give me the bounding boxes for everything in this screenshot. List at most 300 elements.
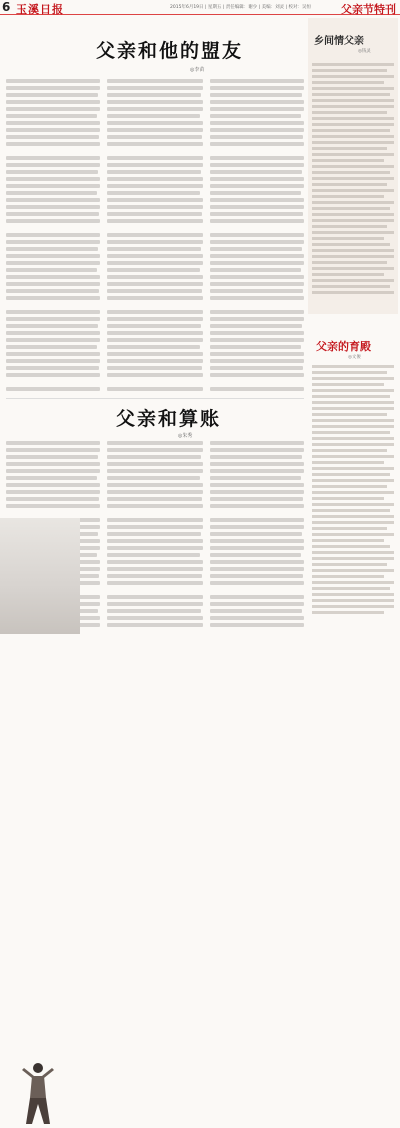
- text-line: [312, 153, 394, 156]
- text-line: [107, 296, 203, 300]
- text-line: [210, 525, 304, 529]
- text-line: [6, 114, 97, 118]
- text-line: [210, 282, 304, 286]
- text-line: [312, 539, 384, 542]
- text-line: [210, 331, 304, 335]
- text-line: [312, 521, 394, 524]
- text-line: [210, 114, 301, 118]
- text-line: [107, 567, 203, 571]
- text-line: [210, 149, 276, 153]
- text-line: [210, 497, 303, 501]
- text-line: [107, 338, 203, 342]
- text-line: [312, 413, 387, 416]
- text-line: [210, 212, 303, 216]
- text-line: [210, 156, 304, 160]
- text-line: [210, 462, 304, 466]
- text-line: [210, 532, 302, 536]
- text-line: [312, 291, 394, 294]
- text-line: [107, 387, 203, 391]
- text-line: [107, 121, 203, 125]
- text-line: [6, 476, 97, 480]
- text-line: [312, 515, 394, 518]
- text-line: [210, 93, 302, 97]
- text-line: [6, 156, 100, 160]
- text-line: [107, 324, 201, 328]
- text-line: [210, 205, 304, 209]
- article-2-byline: ◎朱秀: [178, 433, 193, 439]
- text-line: [107, 114, 200, 118]
- text-line: [312, 569, 394, 572]
- article-divider: [6, 398, 304, 399]
- text-line: [210, 567, 304, 571]
- text-line: [312, 165, 394, 168]
- text-line: [210, 310, 304, 314]
- text-line: [312, 159, 384, 162]
- text-line: [6, 455, 98, 459]
- text-line: [6, 490, 100, 494]
- text-line: [107, 240, 203, 244]
- text-line: [107, 462, 203, 466]
- page-number: 6: [2, 0, 11, 14]
- text-line: [312, 491, 394, 494]
- text-line: [6, 296, 100, 300]
- text-line: [312, 371, 387, 374]
- text-line: [312, 437, 394, 440]
- text-line: [210, 296, 304, 300]
- text-line: [6, 86, 100, 90]
- text-line: [107, 623, 203, 627]
- text-line: [210, 338, 304, 342]
- text-line: [312, 225, 387, 228]
- text-line: [107, 268, 200, 272]
- text-line: [107, 254, 203, 258]
- text-line: [6, 387, 100, 391]
- text-line: [312, 557, 394, 560]
- text-line: [107, 616, 203, 620]
- text-line: [210, 268, 301, 272]
- article-2-col-3: [210, 438, 304, 630]
- text-line: [6, 170, 98, 174]
- text-line: [107, 560, 203, 564]
- text-line: [210, 275, 304, 279]
- text-line: [107, 609, 201, 613]
- text-line: [210, 191, 301, 195]
- text-line: [312, 255, 394, 258]
- text-line: [312, 141, 394, 144]
- text-line: [6, 79, 100, 83]
- text-line: [6, 191, 97, 195]
- text-line: [312, 285, 390, 288]
- text-line: [6, 289, 99, 293]
- text-line: [312, 75, 394, 78]
- text-line: [6, 107, 100, 111]
- text-line: [312, 419, 394, 422]
- text-line: [6, 247, 98, 251]
- text-line: [312, 195, 384, 198]
- text-line: [210, 107, 304, 111]
- sidebar-top-byline: ◎钱灵: [358, 49, 371, 54]
- text-line: [210, 128, 304, 132]
- text-line: [6, 366, 99, 370]
- text-line: [312, 63, 394, 66]
- text-line: [210, 345, 301, 349]
- sidebar: [308, 18, 398, 630]
- text-line: [210, 352, 304, 356]
- text-line: [210, 142, 304, 146]
- text-line: [210, 135, 303, 139]
- text-line: [312, 545, 390, 548]
- text-line: [312, 473, 390, 476]
- text-line: [107, 455, 201, 459]
- text-line: [6, 128, 100, 132]
- text-line: [210, 490, 304, 494]
- text-line: [312, 105, 394, 108]
- text-line: [107, 261, 203, 265]
- text-line: [312, 431, 390, 434]
- text-line: [312, 581, 394, 584]
- text-line: [6, 240, 100, 244]
- text-line: [107, 441, 203, 445]
- text-line: [312, 87, 394, 90]
- dateline: 2015年6月19日 | 星期五 | 责任编辑：谢少 | 美编：刘灵 | 校对：吴恒: [170, 5, 312, 10]
- text-line: [312, 99, 394, 102]
- text-line: [6, 483, 100, 487]
- text-line: [6, 448, 100, 452]
- text-line: [210, 504, 304, 508]
- text-line: [107, 553, 200, 557]
- text-line: [107, 490, 203, 494]
- text-line: [210, 387, 304, 391]
- text-line: [312, 219, 394, 222]
- text-line: [312, 207, 390, 210]
- text-line: [210, 100, 304, 104]
- text-line: [6, 338, 100, 342]
- text-line: [312, 443, 394, 446]
- text-line: [6, 254, 100, 258]
- text-line: [107, 476, 200, 480]
- text-line: [312, 407, 394, 410]
- paper-name: 玉溪日报: [16, 3, 64, 16]
- text-line: [312, 509, 390, 512]
- text-line: [6, 233, 100, 237]
- text-line: [210, 86, 304, 90]
- article-1-col-1: [6, 76, 100, 394]
- text-line: [6, 303, 72, 307]
- text-line: [107, 233, 203, 237]
- article-1-col-2: [107, 76, 203, 394]
- text-line: [312, 201, 394, 204]
- text-line: [210, 574, 303, 578]
- text-line: [210, 588, 276, 592]
- sidebar-top-text: [312, 60, 394, 297]
- text-line: [6, 205, 100, 209]
- text-line: [107, 448, 203, 452]
- text-line: [6, 226, 72, 230]
- text-line: [312, 261, 387, 264]
- text-line: [312, 117, 394, 120]
- text-line: [6, 317, 100, 321]
- text-line: [107, 289, 202, 293]
- text-line: [107, 518, 203, 522]
- text-line: [107, 532, 201, 536]
- sidebar-top-title: 乡间情父亲: [314, 36, 364, 47]
- text-line: [312, 455, 394, 458]
- text-line: [107, 469, 203, 473]
- text-line: [6, 504, 100, 508]
- text-line: [210, 518, 304, 522]
- text-line: [312, 605, 394, 608]
- text-line: [312, 69, 387, 72]
- text-line: [210, 448, 304, 452]
- text-line: [312, 273, 384, 276]
- text-line: [312, 213, 394, 216]
- text-line: [107, 539, 203, 543]
- text-line: [107, 247, 201, 251]
- text-line: [6, 184, 100, 188]
- text-line: [107, 156, 203, 160]
- text-line: [312, 611, 384, 614]
- text-line: [312, 479, 394, 482]
- sidebar-bottom-text: [312, 362, 394, 617]
- text-line: [312, 171, 390, 174]
- text-line: [107, 581, 203, 585]
- text-line: [107, 184, 203, 188]
- text-line: [210, 219, 304, 223]
- text-line: [312, 551, 394, 554]
- text-line: [312, 231, 394, 234]
- text-line: [312, 587, 390, 590]
- text-line: [210, 121, 304, 125]
- text-line: [210, 303, 276, 307]
- text-line: [210, 469, 304, 473]
- text-line: [107, 525, 203, 529]
- article-1-title: 父亲和他的盟友: [96, 40, 244, 62]
- text-line: [210, 317, 304, 321]
- text-line: [107, 317, 203, 321]
- text-line: [312, 183, 387, 186]
- text-line: [107, 100, 203, 104]
- text-line: [210, 261, 304, 265]
- text-line: [210, 184, 304, 188]
- text-line: [107, 483, 203, 487]
- text-line: [107, 331, 203, 335]
- text-line: [312, 575, 384, 578]
- text-line: [210, 476, 301, 480]
- text-line: [107, 595, 203, 599]
- text-line: [312, 249, 394, 252]
- text-line: [312, 93, 390, 96]
- text-line: [210, 546, 304, 550]
- text-line: [312, 135, 394, 138]
- text-line: [6, 441, 100, 445]
- text-line: [312, 81, 384, 84]
- text-line: [107, 86, 203, 90]
- text-line: [210, 254, 304, 258]
- sidebar-bottom-title: 父亲的育殿: [316, 340, 371, 353]
- text-line: [312, 395, 390, 398]
- text-line: [6, 142, 100, 146]
- text-line: [210, 539, 304, 543]
- text-line: [6, 324, 98, 328]
- text-line: [107, 303, 174, 307]
- text-line: [6, 511, 72, 515]
- text-line: [312, 425, 394, 428]
- text-line: [312, 147, 387, 150]
- text-line: [210, 247, 302, 251]
- text-line: [210, 595, 304, 599]
- text-line: [312, 243, 390, 246]
- text-line: [312, 485, 387, 488]
- text-line: [6, 219, 100, 223]
- text-line: [6, 310, 100, 314]
- text-line: [210, 198, 304, 202]
- text-line: [210, 602, 304, 606]
- text-line: [107, 163, 203, 167]
- text-line: [312, 111, 387, 114]
- text-line: [6, 177, 100, 181]
- text-line: [107, 149, 174, 153]
- text-line: [107, 205, 203, 209]
- text-line: [107, 135, 202, 139]
- text-line: [107, 275, 203, 279]
- article-2-title: 父亲和算账: [116, 408, 222, 430]
- text-line: [312, 563, 387, 566]
- text-line: [107, 380, 174, 384]
- text-line: [107, 128, 203, 132]
- text-line: [6, 198, 100, 202]
- text-line: [312, 177, 394, 180]
- text-line: [312, 401, 394, 404]
- text-line: [312, 383, 384, 386]
- text-line: [107, 219, 203, 223]
- text-line: [210, 79, 304, 83]
- text-line: [210, 609, 302, 613]
- text-line: [107, 373, 203, 377]
- text-line: [107, 546, 203, 550]
- text-line: [107, 198, 203, 202]
- text-line: [6, 345, 97, 349]
- text-line: [6, 135, 99, 139]
- text-line: [210, 616, 304, 620]
- sidebar-bottom-byline: ◎文俊: [348, 355, 361, 360]
- text-line: [107, 226, 174, 230]
- text-line: [107, 359, 203, 363]
- text-line: [6, 359, 100, 363]
- text-line: [6, 121, 100, 125]
- text-line: [107, 170, 201, 174]
- text-line: [210, 373, 304, 377]
- text-line: [107, 574, 202, 578]
- text-line: [210, 380, 276, 384]
- text-line: [107, 142, 203, 146]
- text-line: [312, 267, 394, 270]
- text-line: [312, 467, 394, 470]
- text-line: [107, 310, 203, 314]
- text-line: [6, 212, 99, 216]
- text-line: [6, 497, 99, 501]
- text-line: [210, 240, 304, 244]
- text-line: [312, 527, 387, 530]
- text-line: [210, 289, 303, 293]
- text-line: [210, 170, 302, 174]
- text-line: [107, 93, 201, 97]
- text-line: [6, 163, 100, 167]
- text-line: [312, 389, 394, 392]
- text-line: [107, 107, 203, 111]
- text-line: [210, 483, 304, 487]
- text-line: [312, 599, 394, 602]
- text-line: [210, 560, 304, 564]
- text-line: [107, 345, 200, 349]
- text-line: [107, 497, 202, 501]
- text-line: [210, 163, 304, 167]
- text-line: [6, 261, 100, 265]
- text-line: [210, 366, 303, 370]
- section-title: 父亲节特刊: [341, 3, 396, 16]
- text-line: [6, 100, 100, 104]
- text-line: [6, 149, 72, 153]
- yoga-photo: [0, 518, 80, 634]
- text-line: [312, 503, 394, 506]
- text-line: [210, 623, 304, 627]
- text-line: [312, 533, 394, 536]
- article-2-col-2: [107, 438, 203, 630]
- text-line: [107, 588, 174, 592]
- text-line: [312, 449, 387, 452]
- text-line: [107, 177, 203, 181]
- text-line: [210, 455, 302, 459]
- text-line: [312, 279, 394, 282]
- text-line: [6, 331, 100, 335]
- text-line: [107, 191, 200, 195]
- text-line: [210, 359, 304, 363]
- text-line: [6, 268, 97, 272]
- text-line: [107, 79, 203, 83]
- text-line: [107, 282, 203, 286]
- text-line: [6, 373, 100, 377]
- text-line: [6, 93, 98, 97]
- text-line: [312, 497, 384, 500]
- text-line: [107, 212, 202, 216]
- article-1-col-3: [210, 76, 304, 394]
- text-line: [312, 365, 394, 368]
- text-line: [6, 275, 100, 279]
- text-line: [210, 441, 304, 445]
- text-line: [107, 504, 203, 508]
- figure-silhouette: [18, 1058, 58, 1128]
- text-line: [210, 324, 302, 328]
- text-line: [107, 366, 202, 370]
- text-line: [312, 237, 384, 240]
- text-line: [312, 189, 394, 192]
- text-line: [6, 282, 100, 286]
- text-line: [312, 129, 390, 132]
- text-line: [312, 123, 394, 126]
- text-line: [210, 233, 304, 237]
- text-line: [107, 352, 203, 356]
- text-line: [6, 352, 100, 356]
- text-line: [107, 511, 174, 515]
- text-line: [6, 380, 72, 384]
- text-line: [6, 462, 100, 466]
- text-line: [210, 511, 276, 515]
- text-line: [6, 469, 100, 473]
- text-line: [312, 377, 394, 380]
- article-1-byline: ◎李苗: [190, 67, 205, 73]
- text-line: [107, 602, 203, 606]
- text-line: [210, 581, 304, 585]
- text-line: [210, 177, 304, 181]
